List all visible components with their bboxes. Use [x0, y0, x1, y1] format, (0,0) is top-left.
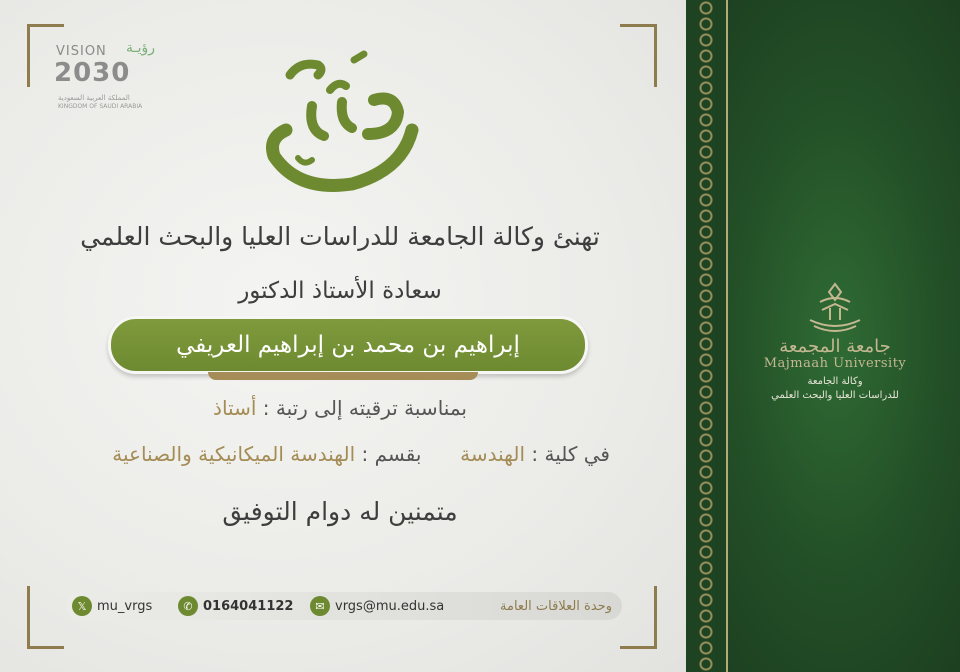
social-handle: mu_vrgs [97, 598, 153, 614]
phone-contact[interactable] [178, 596, 293, 616]
calligraphy-title-art [262, 40, 432, 200]
faculty-value: الهندسة [460, 442, 526, 466]
corner-frame-top-right [620, 24, 657, 87]
vision-label: VISION [56, 44, 107, 59]
department-value: الهندسة الميكانيكية والصناعية [112, 442, 356, 466]
university-logo [760, 280, 910, 410]
x-contact[interactable] [72, 596, 152, 616]
wish-line: متمنين له دوام التوفيق [222, 497, 458, 526]
department-label: بقسم : [361, 442, 422, 466]
ornament-border [686, 0, 728, 672]
corner-frame-bottom-left [27, 586, 64, 649]
recipient-name: إبراهيم بن محمد بن إبراهيم العريفي [176, 332, 520, 358]
title-line: سعادة الأستاذ الدكتور [238, 278, 442, 304]
name-banner-underline [208, 372, 478, 380]
public-relations-unit: وحدة العلاقات العامة [500, 598, 612, 614]
contact-bar [66, 592, 622, 620]
phone-number: 0164041122 [203, 598, 294, 614]
email-icon: ✉ [310, 596, 330, 616]
promotion-rank: أستاذ [213, 396, 257, 420]
kingdom-arabic: المملكة العربية السعودية [58, 94, 130, 102]
promotion-label: بمناسبة ترقيته إلى رتبة : [262, 396, 467, 420]
agency-line-2: للدراسات العليا والبحث العلمي [771, 390, 899, 401]
university-name-english: Majmaah University [763, 356, 907, 371]
university-name-arabic: جامعة المجمعة [779, 336, 891, 357]
agency-line-1: وكالة الجامعة [807, 376, 863, 387]
kingdom-english: KINGDOM OF SAUDI ARABIA [58, 103, 143, 110]
recipient-name-banner [108, 316, 588, 374]
whatsapp-icon: ✆ [178, 596, 198, 616]
faculty-line [70, 442, 610, 466]
faculty-label: في كلية : [531, 442, 610, 466]
email-contact[interactable] [310, 596, 444, 616]
x-icon: 𝕏 [72, 596, 92, 616]
vision-arabic-label: رؤيـة [126, 40, 156, 56]
email-address: vrgs@mu.edu.sa [335, 598, 445, 614]
vision-2030-logo [50, 40, 160, 112]
corner-frame-bottom-right [620, 586, 657, 649]
vision-year: 2030 [54, 58, 131, 88]
congratulation-line: تهنئ وكالة الجامعة للدراسات العليا والبحث العلمي [80, 222, 600, 251]
promotion-line [180, 396, 500, 420]
university-emblem-icon [800, 280, 870, 338]
